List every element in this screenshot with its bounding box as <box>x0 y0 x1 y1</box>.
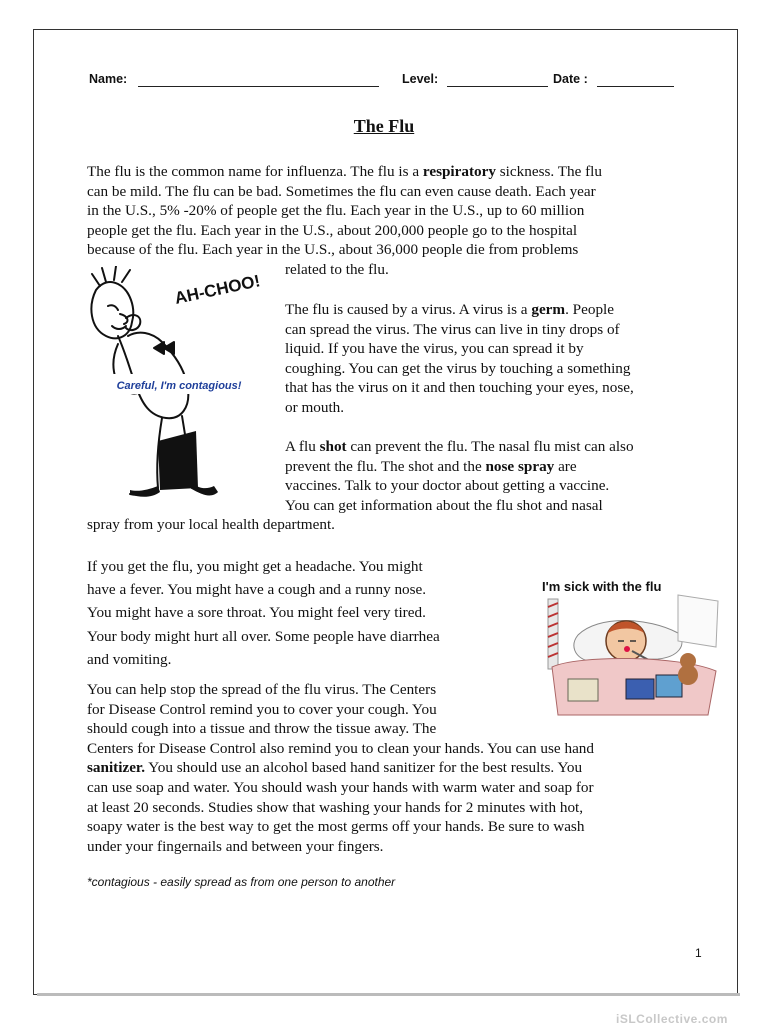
paragraph-definition: The flu is the common name for influenza. The flu is a respiratory sickness. The flu can be mild. The flu can be bad. Sometimes the flu can even cause death. Each year in the U.S., 5% -20% of people get the flu. Each year in the U.S., up to 60 million people get the flu. Each year in the U.S., about 200,000 people go to the hospital because of the flu. Each year in the U.S., about 36,000 people die from problems related to the flu. <box>87 163 602 278</box>
level-label: Level: <box>402 72 439 86</box>
page-title: The Flu <box>353 116 415 136</box>
contagious-caption: Careful, I'm contagious! <box>116 380 242 392</box>
paragraph-symptoms: If you get the flu, you might get a headache. You might have a fever. You might have a cough and a runny nose. You might have a sore throat. You might feel very tired. Your body might hurt all over. Some people have diarrhea and vomiting. <box>87 558 440 668</box>
footnote: *contagious - easily spread as from one person to another <box>87 875 396 889</box>
ah-choo-sound: AH-CHOO! <box>172 271 262 308</box>
name-label: Name: <box>89 72 128 86</box>
worksheet-header <box>0 72 768 90</box>
date-label: Date : <box>553 72 588 86</box>
page-number: 1 <box>695 946 702 960</box>
level-blank <box>447 86 548 87</box>
paragraph-cause: The flu is caused by a virus. A virus is a germ. People can spread the virus. The virus can live in tiny drops of liquid. If you have the virus, you can spread it by coughing. You can get the virus by touching a something that has the virus on it and then touching your eyes, nose, or mouth. <box>285 301 634 416</box>
date-blank <box>597 86 674 87</box>
sick-child-illustration <box>538 575 722 721</box>
page-border-shadow <box>37 993 740 996</box>
watermark: iSLCollective.com <box>616 1012 728 1026</box>
name-blank <box>138 86 379 87</box>
sick-caption: I'm sick with the flu <box>542 579 662 594</box>
sneezing-man-cartoon <box>78 266 278 506</box>
paragraph-prevention: A flu shot can prevent the flu. The nasal flu mist can also prevent the flu. The shot and the nose spray are vaccines. Talk to your doctor about getting a vaccine. You can get information about the flu shot and nasal spray from your local health department. <box>87 438 634 534</box>
paragraph-stop-spread: You can help stop the spread of the flu virus. The Centers for Disease Control remind you to cover your cough. You should cough into a tissue and throw the tissue away. The Centers for Disease Control also remind you to clean your hands. You can use hand sanitizer. You should use an alcohol based hand sanitizer for the best results. You can use soap and water. You should wash your hands with warm water and soap for at least 20 seconds. Studies show that washing your hands for 2 minutes with hot, soapy water is the best way to get the most germs off your hands. Be sure to wash under your fingernails and between your fingers. <box>87 681 594 855</box>
